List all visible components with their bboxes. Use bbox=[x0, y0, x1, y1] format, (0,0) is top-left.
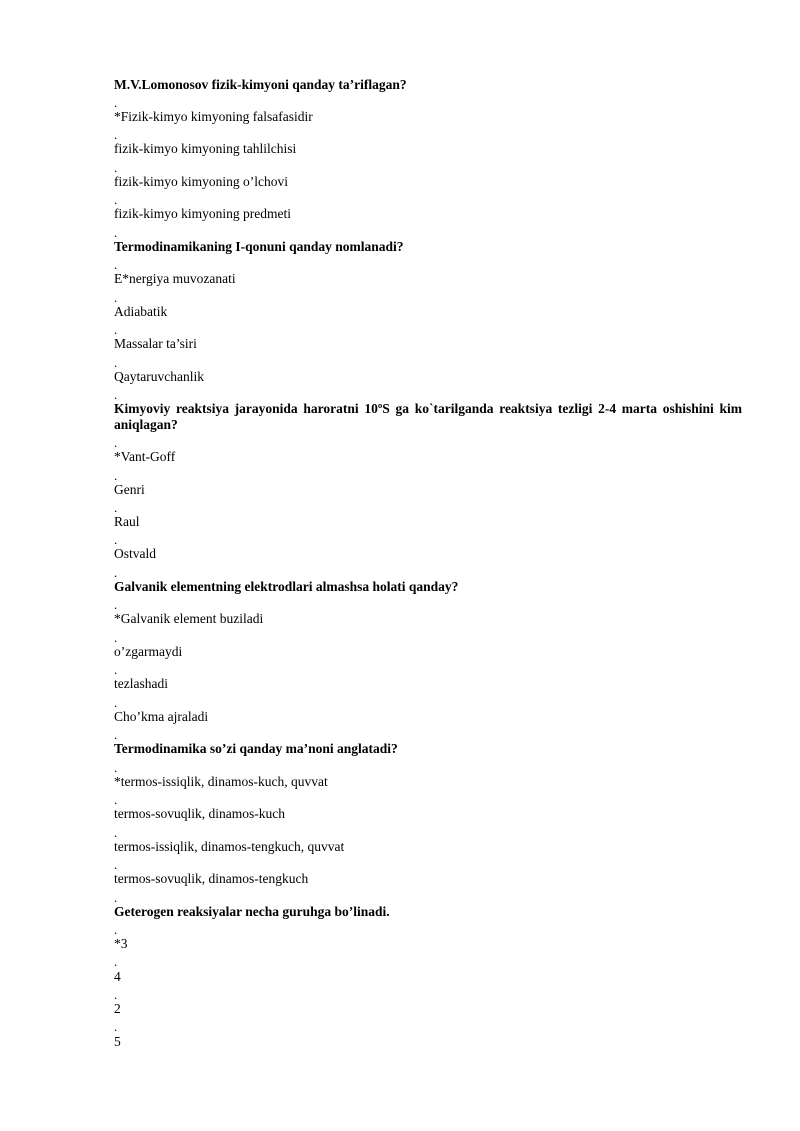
question-2: Termodinamikaning I-qonuni qanday nomlanadi? bbox=[114, 239, 404, 254]
answer-option: *Vant-Goff bbox=[114, 449, 176, 464]
answer-option: 2 bbox=[114, 1001, 121, 1016]
separator: . bbox=[114, 695, 118, 710]
separator: . bbox=[114, 825, 118, 840]
separator: . bbox=[114, 987, 118, 1002]
separator: . bbox=[114, 322, 118, 337]
separator: . bbox=[114, 727, 118, 742]
answer-option: o’zgarmaydi bbox=[114, 644, 183, 659]
answer-option: Genri bbox=[114, 482, 145, 497]
separator: . bbox=[114, 792, 118, 807]
separator: . bbox=[114, 468, 118, 483]
answer-option: Raul bbox=[114, 514, 140, 529]
question-6: Geterogen reaksiyalar necha guruhga bo’linadi. bbox=[114, 904, 390, 919]
separator: . bbox=[114, 630, 118, 645]
answer-option: *Galvanik element buziladi bbox=[114, 611, 264, 626]
separator: . bbox=[114, 857, 118, 872]
answer-option: 5 bbox=[114, 1034, 121, 1049]
answer-option: *Fizik-kimyo kimyoning falsafasidir bbox=[114, 109, 313, 124]
separator: . bbox=[114, 532, 118, 547]
separator: . bbox=[114, 127, 118, 142]
separator: . bbox=[114, 257, 118, 272]
separator: . bbox=[114, 160, 118, 175]
separator: . bbox=[114, 500, 118, 515]
answer-option: termos-sovuqlik, dinamos-kuch bbox=[114, 806, 285, 821]
answer-option: 4 bbox=[114, 969, 121, 984]
separator: . bbox=[114, 922, 118, 937]
separator: . bbox=[114, 225, 118, 240]
answer-option: *termos-issiqlik, dinamos-kuch, quvvat bbox=[114, 774, 328, 789]
answer-option: Adiabatik bbox=[114, 304, 168, 319]
separator: . bbox=[114, 760, 118, 775]
answer-option: Massalar ta’siri bbox=[114, 336, 197, 351]
answer-option: fizik-kimyo kimyoning predmeti bbox=[114, 206, 291, 221]
answer-option: *3 bbox=[114, 936, 128, 951]
separator: . bbox=[114, 192, 118, 207]
separator: . bbox=[114, 597, 118, 612]
separator: . bbox=[114, 355, 118, 370]
separator: . bbox=[114, 1019, 118, 1034]
question-5: Termodinamika so’zi qanday ma’noni anglatadi? bbox=[114, 741, 398, 756]
answer-option: fizik-kimyo kimyoning o’lchovi bbox=[114, 174, 288, 189]
question-1: M.V.Lomonosov fizik-kimyoni qanday ta’riflagan? bbox=[114, 77, 407, 92]
separator: . bbox=[114, 954, 118, 969]
answer-option: termos-sovuqlik, dinamos-tengkuch bbox=[114, 871, 309, 886]
separator: . bbox=[114, 890, 118, 905]
separator: . bbox=[114, 290, 118, 305]
separator: . bbox=[114, 565, 118, 580]
question-4: Galvanik elementning elektrodlari almashsa holati qanday? bbox=[114, 579, 459, 594]
answer-option: E*nergiya muvozanati bbox=[114, 271, 236, 286]
separator: . bbox=[114, 95, 118, 110]
separator: . bbox=[114, 387, 118, 402]
answer-option: fizik-kimyo kimyoning tahlilchisi bbox=[114, 141, 297, 156]
separator: . bbox=[114, 435, 118, 450]
answer-option: Qaytaruvchanlik bbox=[114, 369, 204, 384]
answer-option: termos-issiqlik, dinamos-tengkuch, quvvat bbox=[114, 839, 345, 854]
separator: . bbox=[114, 662, 118, 677]
answer-option: tezlashadi bbox=[114, 676, 168, 691]
answer-option: Cho’kma ajraladi bbox=[114, 709, 209, 724]
question-3: Kimyoviy reaktsiya jarayonida haroratni 10ºS ga ko`tarilganda reaktsiya tezligi 2-4 marta oshishini kim aniqlagan? bbox=[114, 401, 742, 432]
answer-option: Ostvald bbox=[114, 546, 156, 561]
